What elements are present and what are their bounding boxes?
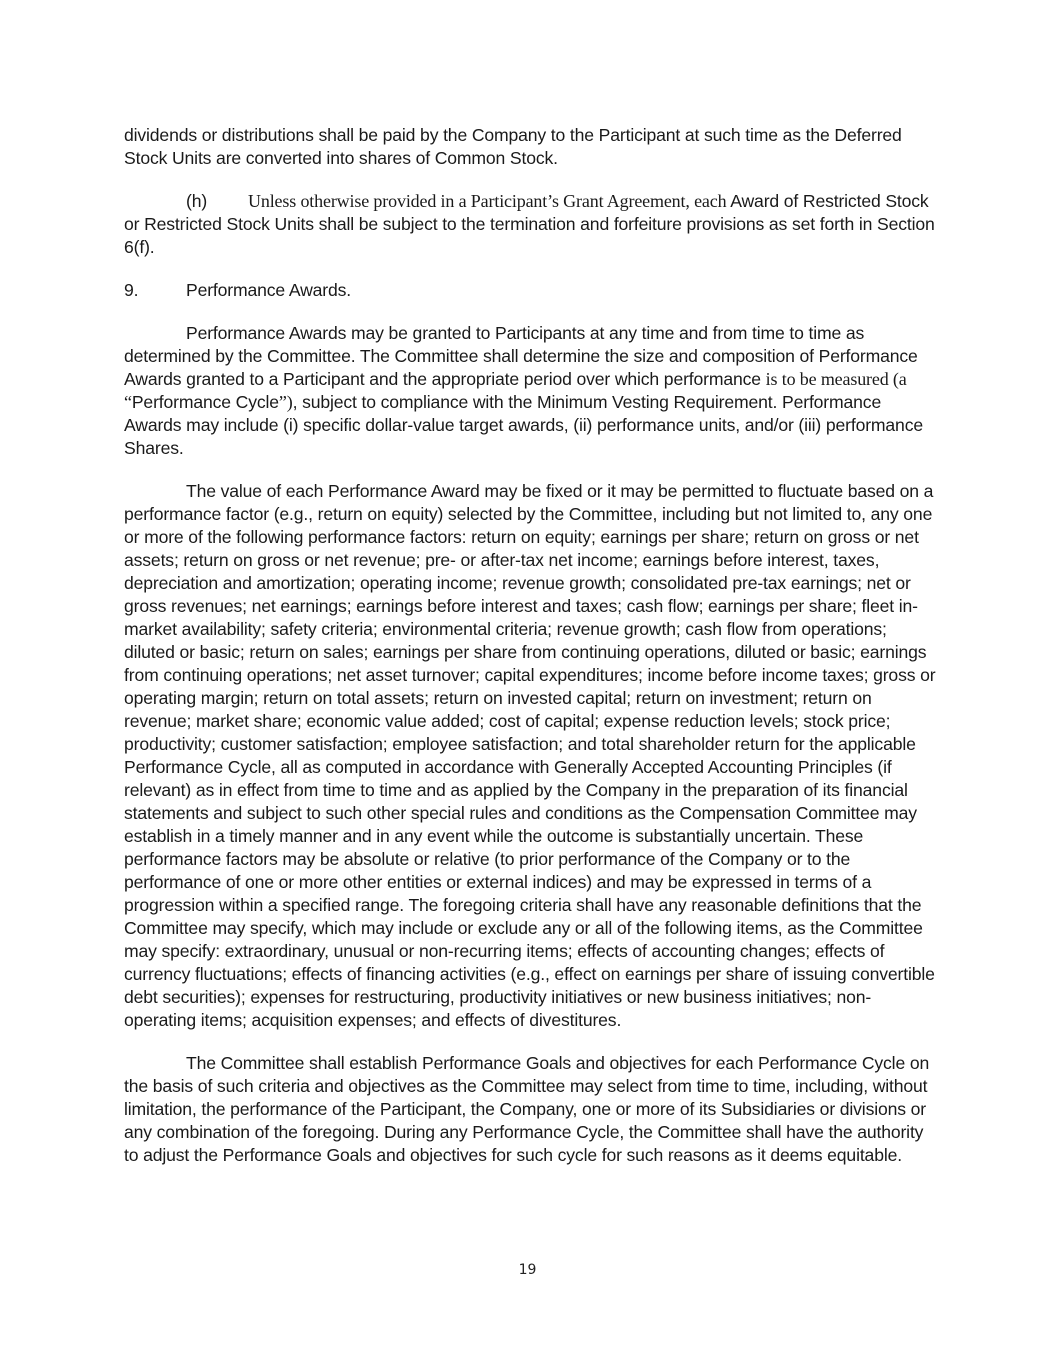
paragraph-h-text: Award of Restricted Stock or Restricted Stock Units shall be subject to the termination and forfeiture provisions as set forth in Section 6(f). — [124, 191, 935, 257]
paragraph-performance-factors: The value of each Performance Award may be fixed or it may be permitted to fluctuate based on a performance factor (e.g., return on equity) selected by the Committee, including but not limited to, any one or more of the following performance factors: return on equity; earnings per share; return on gross or net assets; return on gross or net revenue; pre- or after-tax net income; earnings before interest, taxes, depreciation and amortization; operating income; revenue growth; consolidated pre-tax earnings; net or gross revenues; net earnings; earnings before interest and taxes; cash flow; earnings per share; fleet in-market availability; safety criteria; environmental criteria; revenue growth; cash flow from operations; diluted or basic; return on sales; earnings per share from continuing operations, diluted or basic; earnings from continuing operations; net asset turnover; capital expenditures; income before income taxes; gross or operating margin; return on total assets; return on invested capital; return on investment; return on revenue; market share; economic value added; cost of capital; expense reduction levels; stock price; productivity; customer satisfaction; employee satisfaction; and total shareholder return for the applicable Performance Cycle, all as computed in accordance with Generally Accepted Accounting Principles (if relevant) as in effect from time to time and as applied by the Company in the preparation of its financial statements and subject to such other special rules and conditions as the Compensation Committee may establish in a timely manner and in any event while the outcome is substantially uncertain. These performance factors may be absolute or relative (to prior performance of the Company or to the performance of one or more other entities or external indices) and may be expressed in terms of a progression within a specified range. The foregoing criteria shall have any reasonable definitions that the Committee may specify, which may include or exclude any or all of the following items, as the Committee may specify: extraordinary, unusual or non-recurring items; effects of accounting changes; effects of currency fluctuations; effects of financing activities (e.g., effect on earnings per share of issuing convertible debt securities); expenses for restructuring, productivity initiatives or new business initiatives; non-operating items; acquisition expenses; and effects of divestitures. — [124, 481, 936, 1030]
paragraph-1-serif-close: ”) — [278, 392, 293, 412]
document-page — [124, 124, 936, 1187]
paragraph-1-serif: is to be measured (a “ — [124, 369, 907, 412]
paragraph-1-part-a: Performance Awards may be granted to Participants at any time and from time to time as determined by the Committee. The Committee shall determine the size and composition of Performance Awards granted to a Participant and the appropriate period over which performance — [124, 323, 918, 389]
page-number: 19 — [518, 1262, 537, 1278]
paragraph-h — [124, 190, 936, 259]
section-title: Performance Awards. — [186, 280, 352, 300]
paragraph-performance-goals: The Committee shall establish Performance Goals and objectives for each Performance Cycle on the basis of such criteria and objectives as the Committee may select from time to time, including, without limitation, the performance of the Participant, the Company, one or more of its Subsidiaries or divisions or any combination of the foregoing. During any Performance Cycle, the Committee shall have the authority to adjust the Performance Goals and objectives for such cycle for such reasons as it deems equitable. — [124, 1053, 930, 1165]
paragraph-continued: dividends or distributions shall be paid by the Company to the Participant at such time as the Deferred Stock Units are converted into shares of Common Stock. — [124, 125, 902, 168]
clause-marker-h: (h) — [186, 191, 208, 211]
paragraph-performance-awards — [124, 322, 936, 460]
section-number: 9. — [124, 280, 139, 300]
paragraph-1-part-c: , subject to compliance with the Minimum Vesting Requirement. Performance Awards may include (i) specific dollar-value target awards, (ii) performance units, and/or (iii) performance Shares. — [124, 392, 923, 458]
section-heading — [124, 279, 936, 302]
paragraph-h-serif-text: Unless otherwise provided in a Participant’s Grant Agreement, each — [248, 191, 727, 211]
paragraph-1-term: Performance Cycle — [131, 392, 279, 412]
